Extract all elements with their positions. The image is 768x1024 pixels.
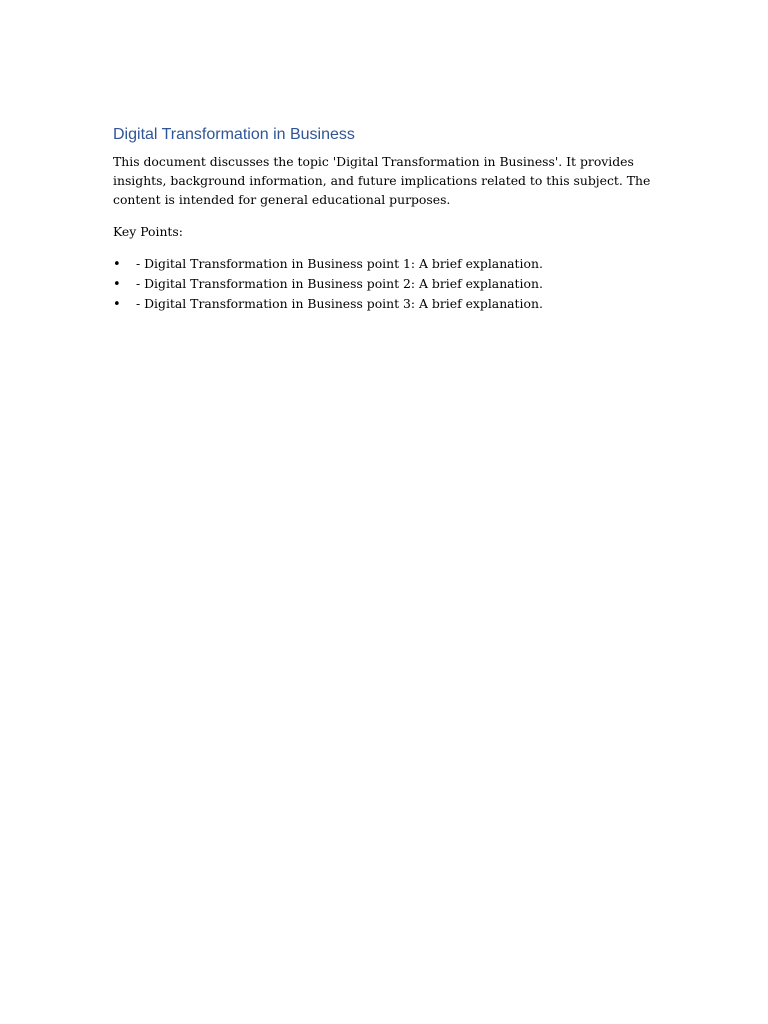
document-title: Digital Transformation in Business xyxy=(113,126,355,143)
bullet-icon: • xyxy=(113,297,121,312)
list-item-text: - Digital Transformation in Business point 3: A brief explanation. xyxy=(136,296,543,311)
list-item-text: - Digital Transformation in Business point 2: A brief explanation. xyxy=(136,276,543,291)
list-item xyxy=(113,274,658,294)
bullet-icon: • xyxy=(113,257,121,272)
intro-paragraph: This document discusses the topic 'Digital Transformation in Business'. It provides insights, background information, and future implications related to this subject. The content is intended for general educational purposes. xyxy=(113,154,651,207)
list-item xyxy=(113,294,658,314)
list-item xyxy=(113,254,658,274)
key-points-list xyxy=(113,254,658,314)
list-item-text: - Digital Transformation in Business point 1: A brief explanation. xyxy=(136,256,543,271)
document-body xyxy=(113,124,658,314)
bullet-icon: • xyxy=(113,277,121,292)
key-points-label: Key Points: xyxy=(113,224,183,239)
